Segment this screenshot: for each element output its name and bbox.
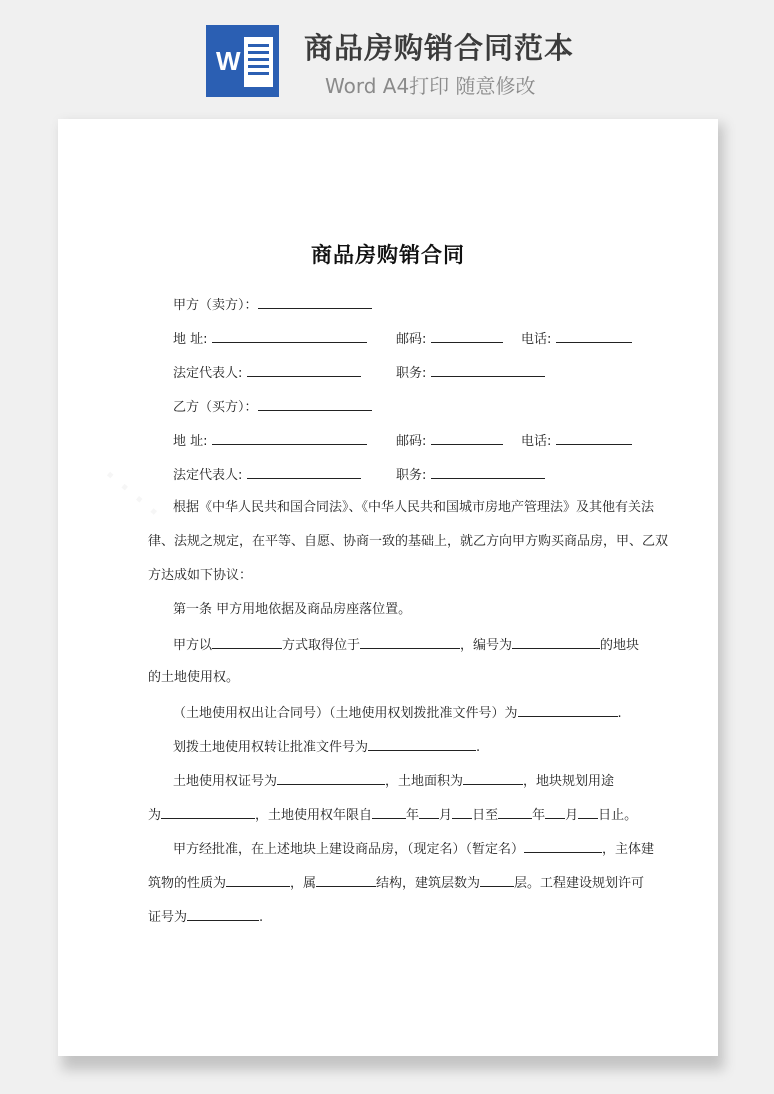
- blank[interactable]: [512, 635, 600, 649]
- text: ，属: [290, 876, 317, 891]
- rep-blank[interactable]: [247, 363, 361, 377]
- text: 的地块: [600, 638, 640, 653]
- text: 筑物的性质为: [148, 876, 227, 891]
- document-page: [58, 119, 718, 1056]
- party-b-phone-line: [521, 431, 632, 451]
- address-blank[interactable]: [212, 431, 367, 445]
- party-b-duty-line: [396, 465, 545, 485]
- blank[interactable]: [368, 737, 476, 751]
- text: 结构，建筑层数为: [376, 876, 481, 891]
- party-b-postcode-line: [396, 431, 503, 451]
- blank[interactable]: [316, 873, 376, 887]
- paragraph-4: [173, 771, 614, 791]
- word-document-icon: [206, 25, 279, 97]
- text: 证号为: [148, 910, 188, 925]
- party-a-duty-line: [396, 363, 545, 383]
- banner-title: 商品房购销合同范本: [304, 31, 575, 65]
- blank[interactable]: [212, 635, 282, 649]
- article-1-heading: 第一条 甲方用地依据及商品房座落位置。: [173, 602, 412, 617]
- watermark: [96, 461, 166, 527]
- text: ，地块规划用途: [523, 774, 615, 789]
- blank[interactable]: [463, 771, 523, 785]
- duty-blank[interactable]: [431, 363, 545, 377]
- banner-subtitle: Word A4打印 随意修改: [325, 74, 536, 98]
- text: ，主体建: [602, 842, 655, 857]
- party-a-blank[interactable]: [258, 295, 372, 309]
- text: 土地使用权证号为: [173, 774, 278, 789]
- postcode-label: 邮码:: [396, 332, 427, 347]
- blank[interactable]: [524, 839, 602, 853]
- phone-blank[interactable]: [556, 431, 632, 445]
- rep-label: 法定代表人:: [173, 468, 243, 483]
- text: 年: [406, 808, 420, 823]
- text: 日至: [472, 808, 499, 823]
- address-blank[interactable]: [212, 329, 367, 343]
- party-a-label: 甲方（卖方）：: [173, 298, 258, 313]
- paragraph-1: [173, 635, 639, 655]
- blank[interactable]: [226, 873, 290, 887]
- party-b-rep-line: [173, 465, 361, 485]
- duty-blank[interactable]: [431, 465, 545, 479]
- text: 划拨土地使用权转让批准文件号为: [173, 740, 369, 755]
- party-b-line: [173, 397, 372, 417]
- party-a-postcode-line: [396, 329, 503, 349]
- blank[interactable]: [187, 907, 259, 921]
- rep-blank[interactable]: [247, 465, 361, 479]
- duty-label: 职务:: [396, 468, 427, 483]
- phone-label: 电话:: [521, 332, 552, 347]
- paragraph-7: [148, 873, 644, 893]
- postcode-label: 邮码:: [396, 434, 427, 449]
- text: 层。工程建设规划许可: [514, 876, 645, 891]
- text: 方式取得位于: [282, 638, 361, 653]
- text: 为: [148, 808, 162, 823]
- text: .: [259, 910, 264, 925]
- blank[interactable]: [480, 873, 514, 887]
- paragraph-8: [148, 907, 263, 927]
- party-b-blank[interactable]: [258, 397, 372, 411]
- intro-line-3: 方达成如下协议：: [148, 568, 253, 583]
- rep-label: 法定代表人:: [173, 366, 243, 381]
- paragraph-5: [148, 805, 637, 825]
- text: 日止。: [598, 808, 638, 823]
- text: ，编号为: [460, 638, 513, 653]
- text: 年: [532, 808, 546, 823]
- text: .: [476, 740, 481, 755]
- text: 甲方以: [173, 638, 213, 653]
- phone-blank[interactable]: [556, 329, 632, 343]
- text: ，土地面积为: [385, 774, 464, 789]
- icon-letter: W: [216, 46, 241, 76]
- blank[interactable]: [372, 805, 406, 819]
- text: （土地使用权出让合同号）（土地使用权划拨批准文件号）为: [173, 706, 518, 721]
- text: ，土地使用权年限自: [255, 808, 373, 823]
- party-b-address-line: [173, 431, 367, 451]
- duty-label: 职务:: [396, 366, 427, 381]
- blank[interactable]: [518, 703, 618, 717]
- paragraph-3: [173, 737, 480, 757]
- text: .: [617, 706, 622, 721]
- blank[interactable]: [578, 805, 598, 819]
- blank[interactable]: [545, 805, 565, 819]
- party-b-label: 乙方（买方）：: [173, 400, 258, 415]
- blank[interactable]: [419, 805, 439, 819]
- blank[interactable]: [498, 805, 532, 819]
- postcode-blank[interactable]: [431, 329, 503, 343]
- blank[interactable]: [452, 805, 472, 819]
- intro-line-2: 律、法规之规定，在平等、自愿、协商一致的基础上，就乙方向甲方购买商品房，甲、乙双: [148, 534, 669, 549]
- paragraph-2: [173, 703, 622, 723]
- blank[interactable]: [161, 805, 255, 819]
- address-label: 地 址:: [173, 434, 208, 449]
- paragraph-6: [173, 839, 654, 859]
- document-title: 商品房购销合同: [311, 243, 465, 267]
- text: 月: [439, 808, 453, 823]
- paragraph-1-cont: 的土地使用权。: [148, 670, 240, 685]
- text: 月: [565, 808, 579, 823]
- phone-label: 电话:: [521, 434, 552, 449]
- address-label: 地 址:: [173, 332, 208, 347]
- intro-line-1: 根据《中华人民共和国合同法》、《中华人民共和国城市房地产管理法》及其他有关法: [173, 500, 655, 515]
- party-a-line: [173, 295, 372, 315]
- text: 甲方经批准，在上述地块上建设商品房，（现定名）（暂定名）: [173, 842, 525, 857]
- party-a-phone-line: [521, 329, 632, 349]
- blank[interactable]: [277, 771, 385, 785]
- postcode-blank[interactable]: [431, 431, 503, 445]
- blank[interactable]: [360, 635, 460, 649]
- party-a-rep-line: [173, 363, 361, 383]
- party-a-address-line: [173, 329, 367, 349]
- header-banner: [0, 0, 774, 110]
